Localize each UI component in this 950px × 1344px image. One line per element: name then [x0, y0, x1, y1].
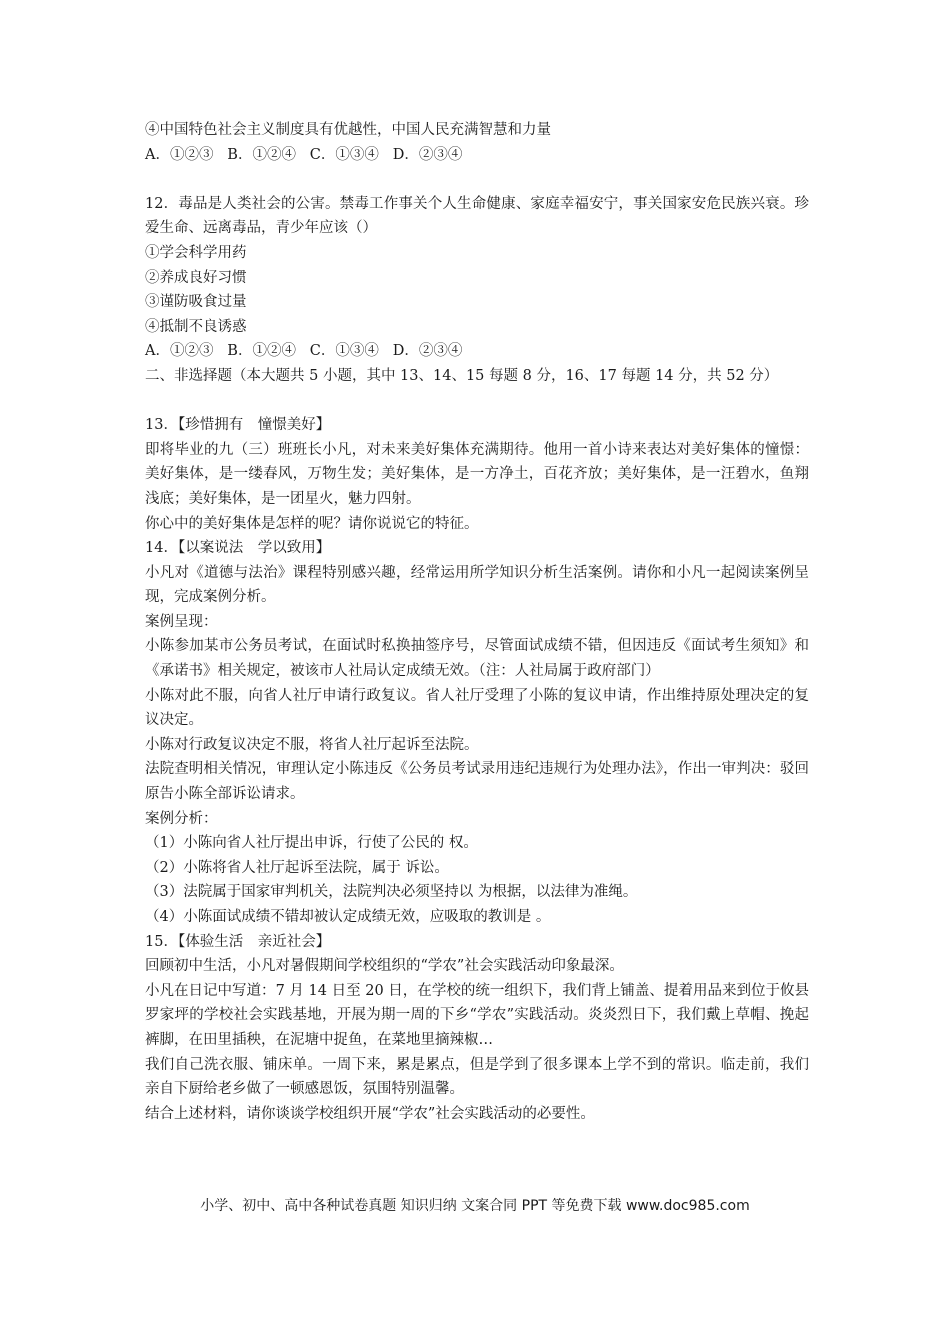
q14-analysis-1: （1）小陈向省人社厅提出申诉，行使了公民的 权。: [145, 835, 478, 852]
q15-question: 结合上述材料，请你谈谈学校组织开展“学农”社会实践活动的必要性。: [145, 1105, 595, 1122]
q14-case-paragraph-2: 小陈对此不服，向省人社厅申请行政复议。省人社厅受理了小陈的复议申请，作出维持原处理决定的复议决定。: [145, 687, 809, 729]
q14-case-paragraph-3: 小陈对行政复议决定不服，将省人社厅起诉至法院。: [145, 736, 479, 753]
q12-item-3: ③谨防吸食过量: [145, 294, 247, 311]
q15-title: 15．【体验生活 亲近社会】: [145, 933, 331, 950]
spacer: [145, 167, 809, 192]
q12-item-2: ②养成良好习惯: [145, 269, 247, 286]
q14-case-paragraph-1: 小陈参加某市公务员考试，在面试时私换抽签序号，尽管面试成绩不错，但因违反《面试考生须知》和《承诺书》相关规定，被该市人社局认定成绩无效。（注：人社局属于政府部门）: [145, 638, 809, 680]
q14-title: 14．【以案说法 学以致用】: [145, 540, 331, 557]
q14-case-paragraph-4: 法院查明相关情况，审理认定小陈违反《公务员考试录用违纪违规行为处理办法》，作出一审判决：驳回原告小陈全部诉讼请求。: [145, 761, 809, 803]
q15-paragraph-1: 回顾初中生活，小凡对暑假期间学校组织的“学农”社会实践活动印象最深。: [145, 958, 624, 975]
q14-analysis-3: （3）法院属于国家审判机关，法院判决必须坚持以 为根据，以法律为准绳。: [145, 884, 638, 901]
q14-analysis-4: （4）小陈面试成绩不错却被认定成绩无效，应吸取的教训是 。: [145, 909, 551, 925]
q15-paragraph-2: 小凡在日记中写道：7 月 14 日至 20 日，在学校的统一组织下，我们背上铺盖、提着用品来到位于攸县罗家坪的学校社会实践基地，开展为期一周的下乡“学农”实践活动。炎炎烈日下，我们戴上草帽、挽起裤脚，在田里插秧，在泥塘中捉鱼，在菜地里摘辣椒…: [145, 982, 809, 1048]
q14-case-label: 案例呈现：: [145, 613, 218, 630]
q11-options: A．①②③ B．①②④ C．①③④ D．②③④: [145, 146, 463, 163]
q12-item-1: ①学会科学用药: [145, 244, 247, 261]
q13-paragraph-1: 即将毕业的九（三）班班长小凡，对未来美好集体充满期待。他用一首小诗来表达对美好集体的憧憬：美好集体，是一缕春风，万物生发；美好集体，是一方净土，百花齐放；美好集体，是一汪碧水，鱼翔浅底；美好集体，是一团星火，魅力四射。: [145, 441, 809, 507]
spacer: [145, 389, 809, 414]
q14-intro: 小凡对《道德与法治》课程特别感兴趣，经常运用所学知识分析生活案例。请你和小凡一起阅读案例呈现，完成案例分析。: [145, 564, 809, 606]
q12-item-4: ④抵制不良诱惑: [145, 318, 247, 335]
q13-question: 你心中的美好集体是怎样的呢？请你说说它的特征。: [145, 515, 479, 532]
q15-paragraph-3: 我们自己洗衣服、铺床单。一周下来，累是累点，但是学到了很多课本上学不到的常识。临走前，我们亲自下厨给老乡做了一顿感恩饭，氛围特别温馨。: [145, 1056, 809, 1098]
q14-analysis-label: 案例分析：: [145, 810, 218, 827]
footer-banner: 小学、初中、高中各种试卷真题 知识归纳 文案合同 PPT 等免费下载 www.doc985.com: [200, 1198, 750, 1214]
section-2-heading: 二、非选择题（本大题共 5 小题，其中 13、14、15 每题 8 分，16、17 每题 14 分，共 52 分）: [145, 367, 779, 384]
q12-options: A．①②③ B．①②④ C．①③④ D．②③④: [145, 343, 463, 360]
q14-analysis-2: （2）小陈将省人社厅起诉至法院，属于 诉讼。: [145, 859, 449, 876]
q11-item-4: ④中国特色社会主义制度具有优越性，中国人民充满智慧和力量: [145, 122, 551, 138]
q13-title: 13．【珍惜拥有 憧憬美好】: [145, 417, 331, 434]
q12-stem: 12．毒品是人类社会的公害。禁毒工作事关个人生命健康、家庭幸福安宁，事关国家安危民族兴衰。珍爱生命、远离毒品，青少年应该（）: [145, 195, 809, 237]
document-body: [145, 118, 809, 1126]
